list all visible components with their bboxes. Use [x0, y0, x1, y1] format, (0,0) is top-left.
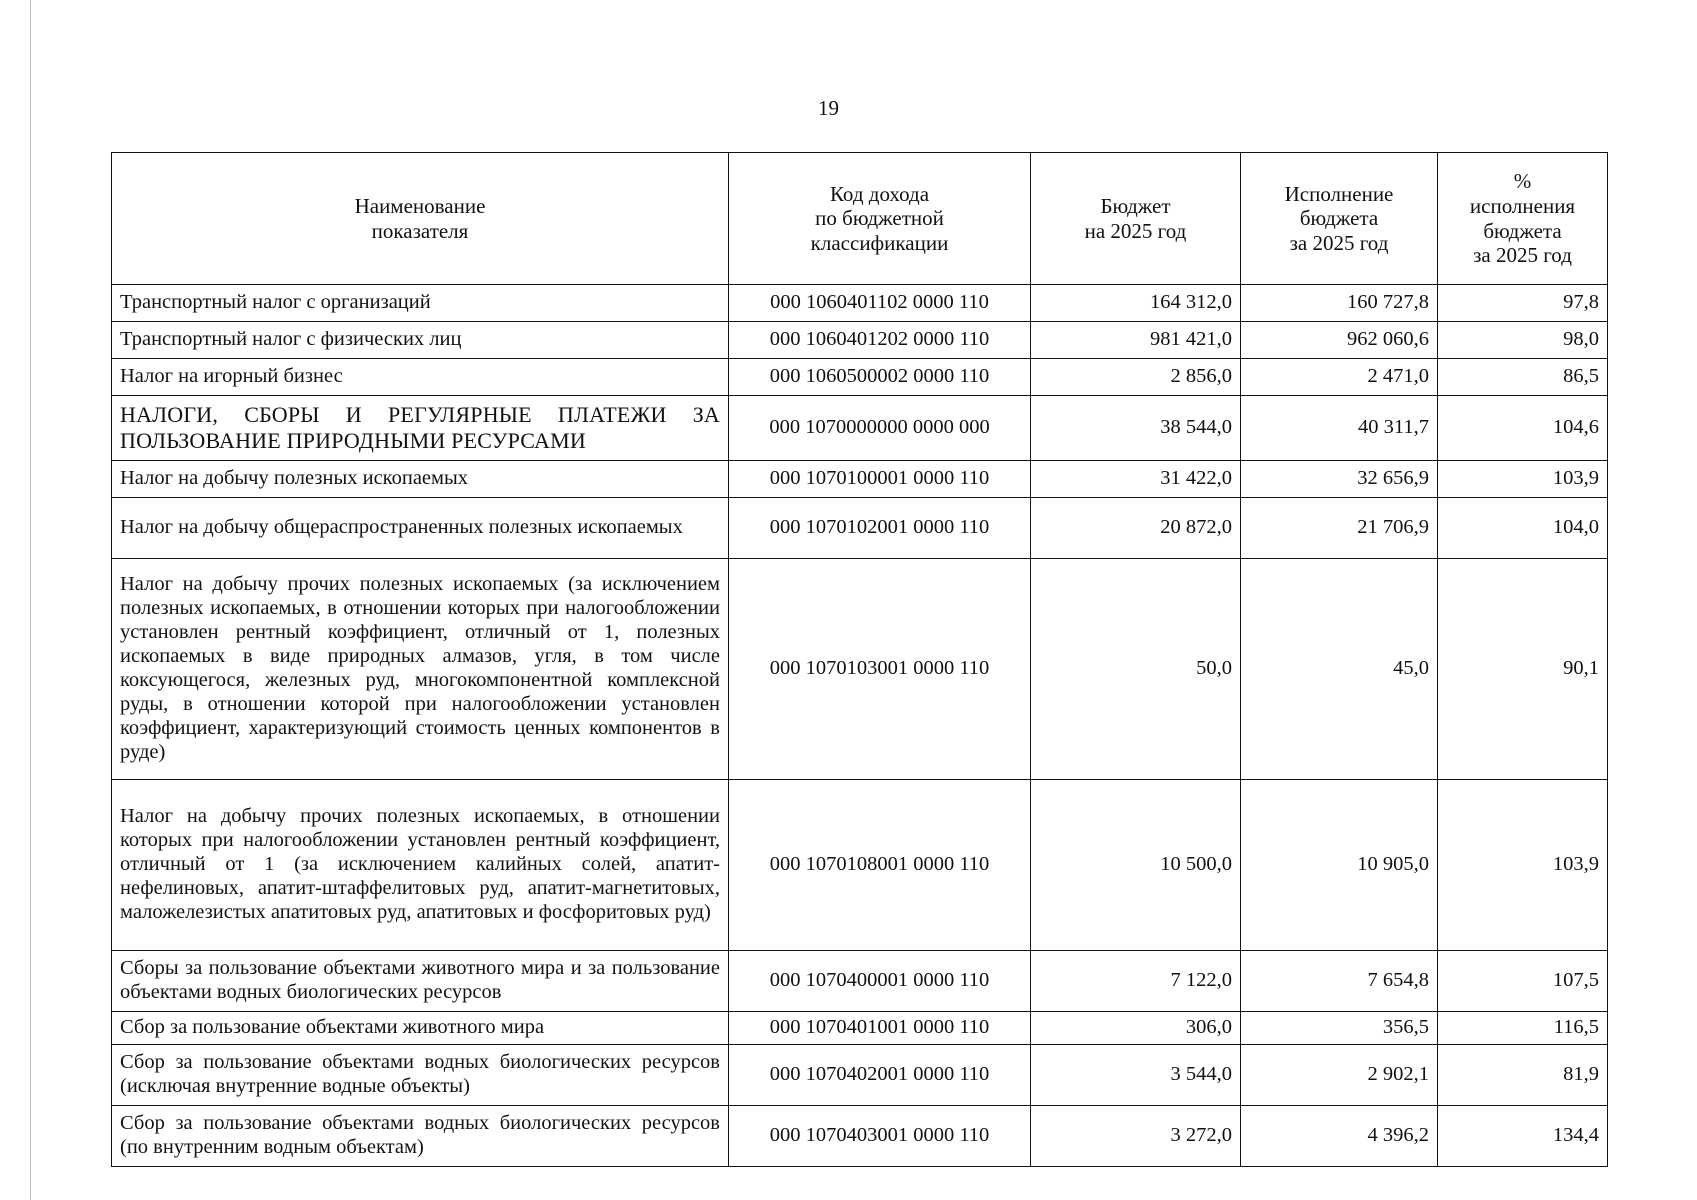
table-row [112, 780, 1608, 951]
header-name: Наименование показателя [112, 153, 729, 285]
row-budget: 164 312,0 [1031, 285, 1241, 322]
header-code: Код дохода по бюджетной классификации [729, 153, 1031, 285]
row-budget: 2 856,0 [1031, 359, 1241, 396]
row-code: 000 1070102001 0000 110 [729, 498, 1031, 559]
row-execution: 356,5 [1241, 1012, 1438, 1045]
header-budget: Бюджет на 2025 год [1031, 153, 1241, 285]
row-code: 000 1070100001 0000 110 [729, 461, 1031, 498]
row-percent: 103,9 [1438, 461, 1608, 498]
row-percent: 134,4 [1438, 1106, 1608, 1167]
table-row [112, 461, 1608, 498]
row-execution: 21 706,9 [1241, 498, 1438, 559]
row-budget: 20 872,0 [1031, 498, 1241, 559]
row-budget: 31 422,0 [1031, 461, 1241, 498]
header-execution: Исполнение бюджета за 2025 год [1241, 153, 1438, 285]
row-percent: 90,1 [1438, 559, 1608, 780]
row-name: Налог на добычу полезных ископаемых [112, 461, 729, 498]
row-execution: 2 902,1 [1241, 1045, 1438, 1106]
row-budget: 306,0 [1031, 1012, 1241, 1045]
row-budget: 3 544,0 [1031, 1045, 1241, 1106]
row-code: 000 1070400001 0000 110 [729, 951, 1031, 1012]
row-percent: 104,0 [1438, 498, 1608, 559]
table-row [112, 951, 1608, 1012]
row-percent: 104,6 [1438, 396, 1608, 461]
row-code: 000 1060500002 0000 110 [729, 359, 1031, 396]
row-percent: 81,9 [1438, 1045, 1608, 1106]
row-percent: 98,0 [1438, 322, 1608, 359]
row-code: 000 1070108001 0000 110 [729, 780, 1031, 951]
table-row [112, 285, 1608, 322]
row-name: НАЛОГИ, СБОРЫ И РЕГУЛЯРНЫЕ ПЛАТЕЖИ ЗА ПОЛЬЗОВАНИЕ ПРИРОДНЫМИ РЕСУРСАМИ [112, 396, 729, 461]
table-row [112, 1045, 1608, 1106]
row-name: Налог на добычу общераспространенных полезных ископаемых [112, 498, 729, 559]
row-budget: 3 272,0 [1031, 1106, 1241, 1167]
row-code: 000 1070402001 0000 110 [729, 1045, 1031, 1106]
header-percent: % исполнения бюджета за 2025 год [1438, 153, 1608, 285]
row-name: Транспортный налог с физических лиц [112, 322, 729, 359]
row-budget: 50,0 [1031, 559, 1241, 780]
row-execution: 32 656,9 [1241, 461, 1438, 498]
row-percent: 97,8 [1438, 285, 1608, 322]
row-budget: 7 122,0 [1031, 951, 1241, 1012]
row-execution: 4 396,2 [1241, 1106, 1438, 1167]
table-row [112, 1012, 1608, 1045]
row-percent: 86,5 [1438, 359, 1608, 396]
table-row-section [112, 396, 1608, 461]
row-execution: 10 905,0 [1241, 780, 1438, 951]
row-name: Налог на добычу прочих полезных ископаемых, в отношении которых при налогообложении установлен рентный коэффициент, отличный от 1 (за исключением калийных солей, апатит-нефелиновых, апатит-штаффелитовых руд, апатит-магнетитовых, маложелезистых апатитовых руд, апатитовых и фосфоритовых руд) [112, 780, 729, 951]
row-name: Налог на добычу прочих полезных ископаемых (за исключением полезных ископаемых, в отношении которых при налогообложении установлен рентный коэффициент, отличный от 1, полезных ископаемых в виде природных алмазов, угля, в том числе коксующегося, железных руд, многокомпонентной комплексной руды, в отношении которой при налогообложении установлен коэффициент, характеризующий стоимость ценных компонентов в руде) [112, 559, 729, 780]
row-code: 000 1070401001 0000 110 [729, 1012, 1031, 1045]
budget-execution-table [111, 152, 1608, 1167]
row-execution: 40 311,7 [1241, 396, 1438, 461]
row-percent: 116,5 [1438, 1012, 1608, 1045]
row-name: Сборы за пользование объектами животного мира и за пользование объектами водных биологических ресурсов [112, 951, 729, 1012]
scan-edge-line [30, 0, 31, 1200]
row-name: Сбор за пользование объектами животного мира [112, 1012, 729, 1045]
row-budget: 981 421,0 [1031, 322, 1241, 359]
table-row [112, 322, 1608, 359]
row-name: Налог на игорный бизнес [112, 359, 729, 396]
row-budget: 38 544,0 [1031, 396, 1241, 461]
row-execution: 45,0 [1241, 559, 1438, 780]
row-code: 000 1060401102 0000 110 [729, 285, 1031, 322]
row-name: Транспортный налог с организаций [112, 285, 729, 322]
table-row [112, 498, 1608, 559]
row-code: 000 1070403001 0000 110 [729, 1106, 1031, 1167]
row-execution: 160 727,8 [1241, 285, 1438, 322]
row-execution: 7 654,8 [1241, 951, 1438, 1012]
row-percent: 103,9 [1438, 780, 1608, 951]
table-row [112, 1106, 1608, 1167]
table-row [112, 359, 1608, 396]
row-code: 000 1060401202 0000 110 [729, 322, 1031, 359]
table-header-row [112, 153, 1608, 285]
row-budget: 10 500,0 [1031, 780, 1241, 951]
row-percent: 107,5 [1438, 951, 1608, 1012]
row-name: Сбор за пользование объектами водных биологических ресурсов (исключая внутренние водные объекты) [112, 1045, 729, 1106]
row-code: 000 1070103001 0000 110 [729, 559, 1031, 780]
row-code: 000 1070000000 0000 000 [729, 396, 1031, 461]
row-execution: 2 471,0 [1241, 359, 1438, 396]
row-name: Сбор за пользование объектами водных биологических ресурсов (по внутренним водным объектам) [112, 1106, 729, 1167]
table-row [112, 559, 1608, 780]
page-number: 19 [818, 96, 839, 120]
row-execution: 962 060,6 [1241, 322, 1438, 359]
